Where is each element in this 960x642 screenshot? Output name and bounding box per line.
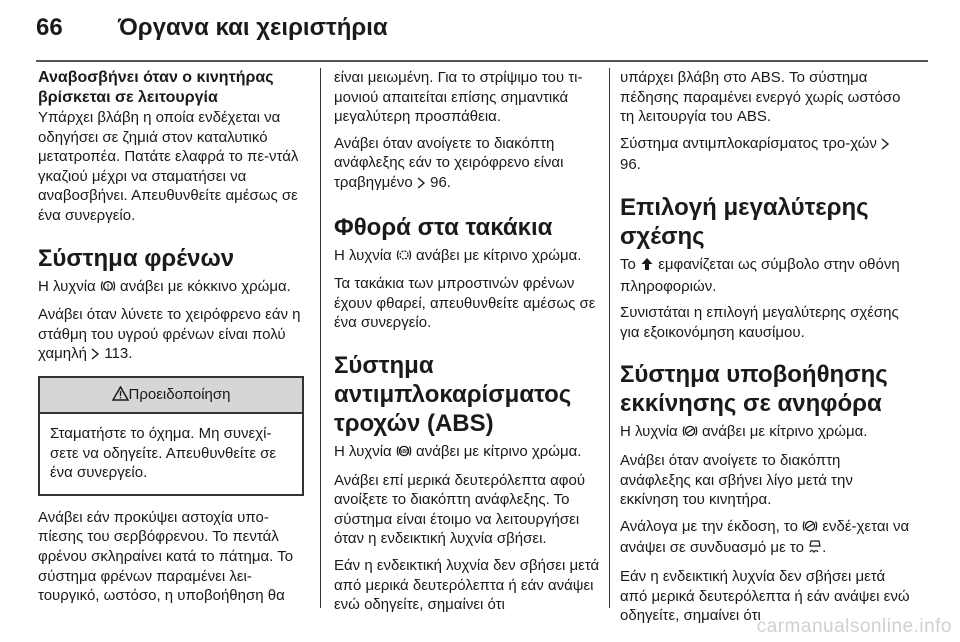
hill-start-assist-icon (802, 519, 818, 539)
watermark: carmanualsonline.info (756, 616, 952, 637)
hill-start-assist-icon (682, 424, 698, 444)
column-1 (38, 68, 304, 613)
gear-up-arrow-icon (640, 257, 654, 277)
page-number: 66 (36, 14, 63, 41)
heading-engine-flashing: Αναβοσβήνει όταν ο κινητήρας βρίσκεται σε λειτουργία (38, 69, 274, 106)
paragraph: Εάν η ενδεικτική λυχνία δεν σβήσει μετά από μερικά δευτερόλεπτα ή εάν ανάψει ενώ οδηγείτε, σημαίνει ότι (334, 556, 600, 614)
heading-gear-shift: Επιλογή μεγαλύτερης σχέσης (620, 193, 869, 250)
chapter-title: Όργανα και χειριστήρια (118, 14, 388, 41)
paragraph: Ανάλογα με την έκδοση, το ενδέ-χεται να ανάψει σε συνδυασμό με το . (620, 517, 914, 560)
warning-body: Σταματήστε το όχημα. Μη συνεχί-σετε να οδηγείτε. Απευθυνθείτε σε ένα συνεργείο. (50, 424, 277, 482)
reference-arrow-icon (417, 175, 426, 195)
reference-arrow-icon (91, 346, 100, 366)
paragraph: Τα τακάκια των μπροστινών φρένων έχουν φθαρεί, απευθυνθείτε αμέσως σε ένα συνεργείο. (334, 275, 596, 332)
paragraph: Ανάβει επί μερικά δευτερόλεπτα αφού ανοίξετε το διακόπτη ανάφλεξης. Το σύστημα είναι έτοιμο να λειτουργήσει όταν η ενδεικτική λυχνία σβήσει. (334, 471, 586, 548)
paragraph: είναι μειωμένη. Για το στρίψιμο του τι-μονιού απαιτείται επίσης σημαντικά μεγαλύτερη προσπάθεια. (334, 69, 583, 126)
column-divider (609, 68, 610, 608)
warning-box (38, 376, 304, 496)
header-rule (36, 60, 928, 62)
abs-icon (396, 444, 412, 464)
paragraph: Συνιστάται η επιλογή μεγαλύτερης σχέσης για εξοικονόμηση καυσίμου. (620, 304, 899, 341)
paragraph: Η λυχνία ABS ανάβει με κίτρινο χρώμα. (334, 442, 600, 464)
warning-title: Προειδοποίηση (128, 385, 231, 403)
paragraph: υπάρχει βλάβη στο ABS. Το σύστημα πέδησης παραμένει ενεργό χωρίς ωστόσο τη λειτουργία του ABS. (620, 69, 901, 126)
paragraph: Η λυχνία ανάβει με κίτρινο χρώμα. (334, 246, 600, 268)
paragraph: Η λυχνία ! ανάβει με κόκκινο χρώμα. (38, 277, 304, 299)
reference-arrow-icon (881, 136, 890, 156)
svg-text:ABS: ABS (398, 448, 410, 455)
page-header (0, 0, 960, 64)
paragraph: Ανάβει όταν λύνετε το χειρόφρενο εάν η στάθμη του υγρού φρένων είναι πολύ χαμηλή 113. (38, 305, 304, 366)
heading-abs: Σύστημα αντιμπλοκαρίσματος τροχών (ABS) (334, 351, 572, 437)
paragraph: Σύστημα αντιμπλοκαρίσματος τρο-χών 96. (620, 134, 914, 175)
brake-pad-wear-icon (396, 248, 412, 268)
paragraph: Ανάβει εάν προκύψει αστοχία υπο-πίεσης του σερβόφρενου. Το πεντάλ φρένου σκληραίνει κατά το πάτημα. Το σύστημα φρένων παραμένει λει-τουργικό, ωστόσο, η υποβοήθηση θα (38, 508, 294, 605)
column-3 (620, 68, 914, 633)
paragraph: Εάν η ενδεικτική λυχνία δεν σβήσει μετά από μερικά δευτερόλεπτα ή εάν ανάψει ενώ οδηγείτε, σημαίνει ότι (620, 567, 910, 625)
column-divider (320, 68, 321, 608)
paragraph: Το εμφανίζεται ως σύμβολο στην οθόνη πληροφοριών. (620, 255, 900, 295)
paragraph: Υπάρχει βλάβη η οποία ενδέχεται να οδηγήσει σε ζημιά στον καταλυτικό μετατροπέα. Πατάτε ελαφρά το πε-ντάλ γκαζιού μέχρι να σταματήσει να αναβοσβήνει. Απευθυνθείτε αμέσως σε ένα συνεργείο. (38, 109, 299, 224)
heading-brake-system: Σύστημα φρένων (38, 244, 235, 272)
heading-hill-start-assist: Σύστημα υποβοήθησης εκκίνησης σε ανηφόρα (620, 361, 888, 418)
column-2 (334, 68, 600, 622)
warning-header (40, 378, 302, 414)
warning-triangle-icon (112, 380, 129, 414)
paragraph: Ανάβει όταν ανοίγετε το διακόπτη ανάφλεξης και σβήνει λίγο μετά την εκκίνηση του κινητήρα. (620, 451, 853, 509)
brake-circle-icon (100, 279, 116, 299)
esp-icon (808, 539, 822, 560)
paragraph: Ανάβει όταν ανοίγετε το διακόπτη ανάφλεξης εάν το χειρόφρενο είναι τραβηγμένο 96. (334, 134, 600, 195)
paragraph: Η λυχνία ανάβει με κίτρινο χρώμα. (620, 422, 914, 444)
heading-brake-pad-wear: Φθορά στα τακάκια (334, 213, 553, 241)
svg-text:!: ! (106, 283, 110, 291)
